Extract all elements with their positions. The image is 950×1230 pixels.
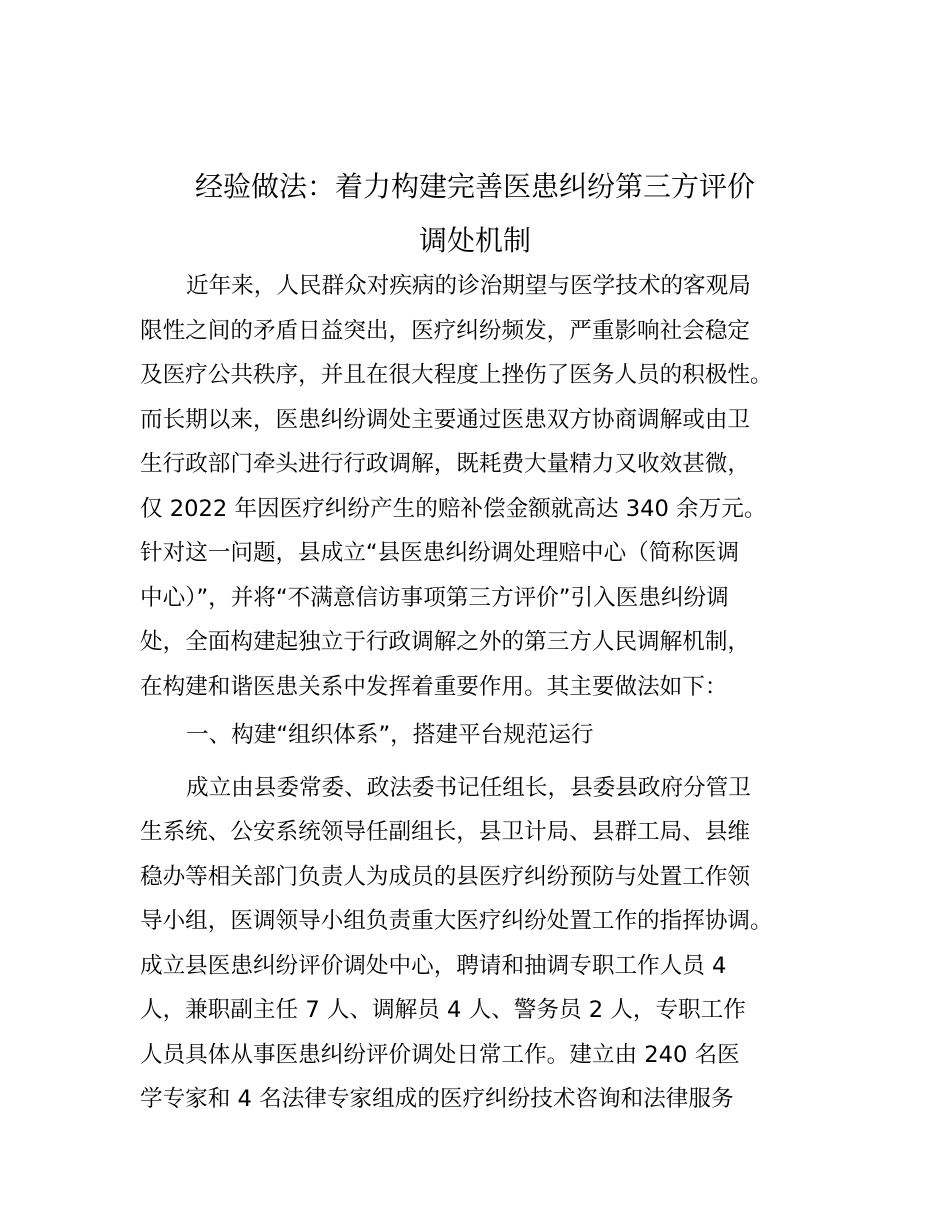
paragraph-line: 限性之间的矛盾日益突出，医疗纠纷频发，严重影响社会稳定	[140, 317, 751, 344]
title-line-1: 经验做法：着力构建完善医患纠纷第三方评价	[194, 170, 755, 203]
paragraph-line: 近年来，人民群众对疾病的诊治期望与医学技术的客观局	[186, 273, 751, 299]
document-title	[100, 160, 850, 268]
paragraph-line: 成立县医患纠纷评价调处中心，聘请和抽调专职工作人员 4	[140, 952, 727, 979]
paragraph-line: 成立由县委常委、政法委书记任组长，县委县政府分管卫	[186, 774, 751, 801]
paragraph-line: 中心）”，并将“不满意信访事项第三方评价”引入医患纠纷调	[140, 584, 729, 611]
paragraph-line: 生系统、公安系统领导任副组长，县卫计局、县群工局、县维	[140, 819, 751, 845]
paragraph-line: 及医疗公共秩序，并且在很大程度上挫伤了医务人员的积极性。	[140, 362, 773, 388]
paragraph-line: 仅 2022 年因医疗纠纷产生的赔补偿金额就高达 340 余万元。	[140, 495, 767, 522]
paragraph-line: 在构建和谐医患关系中发挥着重要作用。其主要做法如下：	[140, 673, 728, 700]
title-line-2: 调处机制	[418, 224, 531, 257]
paragraph-line: 生行政部门牵头进行行政调解，既耗费大量精力又收效甚微，	[140, 451, 751, 477]
paragraph-intro	[140, 264, 830, 709]
paragraph-line: 人员具体从事医患纠纷评价调处日常工作。建立由 240 名医	[140, 1041, 740, 1068]
paragraph-line: 稳办等相关部门负责人为成员的县医疗纠纷预防与处置工作领	[140, 863, 751, 890]
paragraph-line: 而长期以来，医患纠纷调处主要通过医患双方协商调解或由卫	[140, 406, 751, 433]
paragraph-organization	[140, 766, 830, 1122]
section-heading-1: 一、构建“组织体系”，搭建平台规范运行	[186, 722, 594, 748]
paragraph-line: 针对这一问题，县成立“县医患纠纷调处理赔中心（简称医调	[140, 540, 740, 566]
paragraph-line: 人，兼职副主任 7 人、调解员 4 人、警务员 2 人，专职工作	[140, 997, 746, 1023]
document-body	[140, 264, 830, 1122]
paragraph-line: 处，全面构建起独立于行政调解之外的第三方人民调解机制，	[140, 629, 751, 655]
paragraph-line: 导小组，医调领导小组负责重大医疗纠纷处置工作的指挥协调。	[140, 908, 773, 934]
paragraph-line: 学专家和 4 名法律专家组成的医疗纠纷技术咨询和法律服务	[140, 1086, 734, 1112]
